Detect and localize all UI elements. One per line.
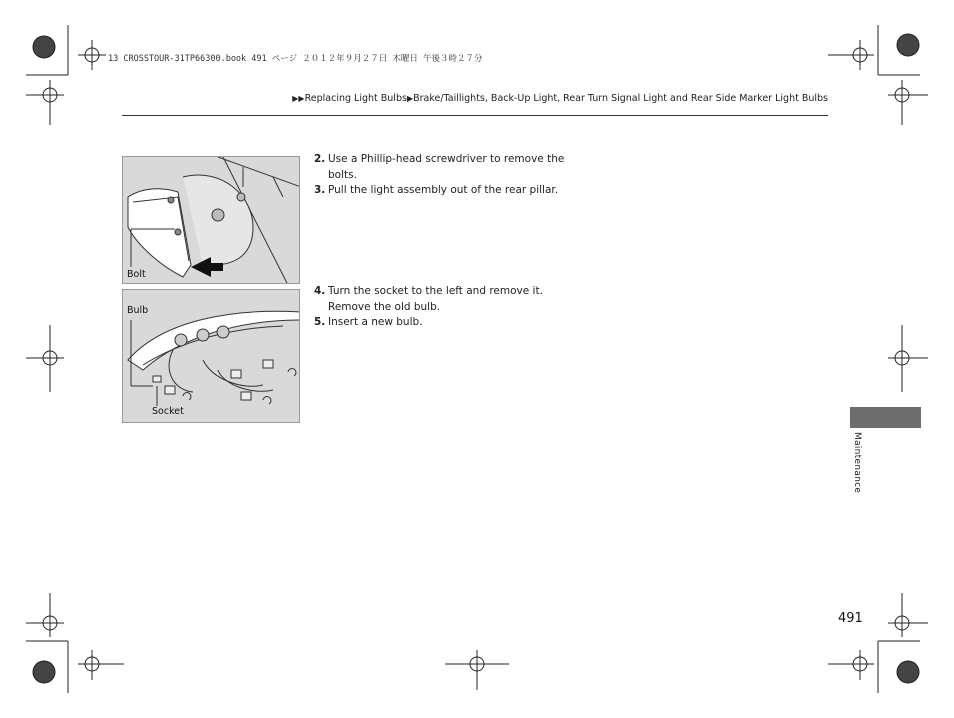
breadcrumb-subsection: Brake/Taillights, Back-Up Light, Rear Turn Signal Light and Rear Side Marker Light Bulbs <box>413 93 828 104</box>
step-number: 5. <box>314 316 326 328</box>
figure-bulb-sockets <box>122 289 300 423</box>
taillight-illustration <box>123 157 300 284</box>
step-item <box>314 183 574 199</box>
page-number: 491 <box>838 611 863 626</box>
side-section-tab[interactable] <box>850 407 921 428</box>
step-text: Turn the socket to the left and remove it. Remove the old bulb. <box>328 285 543 313</box>
step-text: Pull the light assembly out of the rear pillar. <box>328 184 559 196</box>
step-number: 2. <box>314 153 326 165</box>
breadcrumb-separator-icon: ▶ <box>406 94 414 103</box>
step-item <box>314 284 574 315</box>
label-bulb: Bulb <box>127 305 149 316</box>
side-section-label: Maintenance <box>852 432 862 494</box>
step-item <box>314 152 574 183</box>
breadcrumb <box>292 93 828 104</box>
step-number: 3. <box>314 184 326 196</box>
step-text: Use a Phillip-head screwdriver to remove the bolts. <box>328 153 565 181</box>
steps-group-1 <box>314 152 574 199</box>
breadcrumb-section[interactable]: Replacing Light Bulbs <box>304 93 407 104</box>
breadcrumb-arrow-icon: ▶▶ <box>292 94 305 103</box>
step-item <box>314 315 574 331</box>
label-bolt: Bolt <box>127 269 146 280</box>
print-header: 13 CROSSTOUR-31TP66300.book 491 ページ ２０１２年９月２７日 木曜日 午後３時２７分 <box>108 54 483 64</box>
bulb-socket-illustration <box>123 290 300 423</box>
label-socket: Socket <box>152 406 184 417</box>
step-text: Insert a new bulb. <box>328 316 423 328</box>
figure-taillight-bolts <box>122 156 300 284</box>
step-number: 4. <box>314 285 326 297</box>
header-rule <box>122 115 828 116</box>
steps-group-2 <box>314 284 574 331</box>
